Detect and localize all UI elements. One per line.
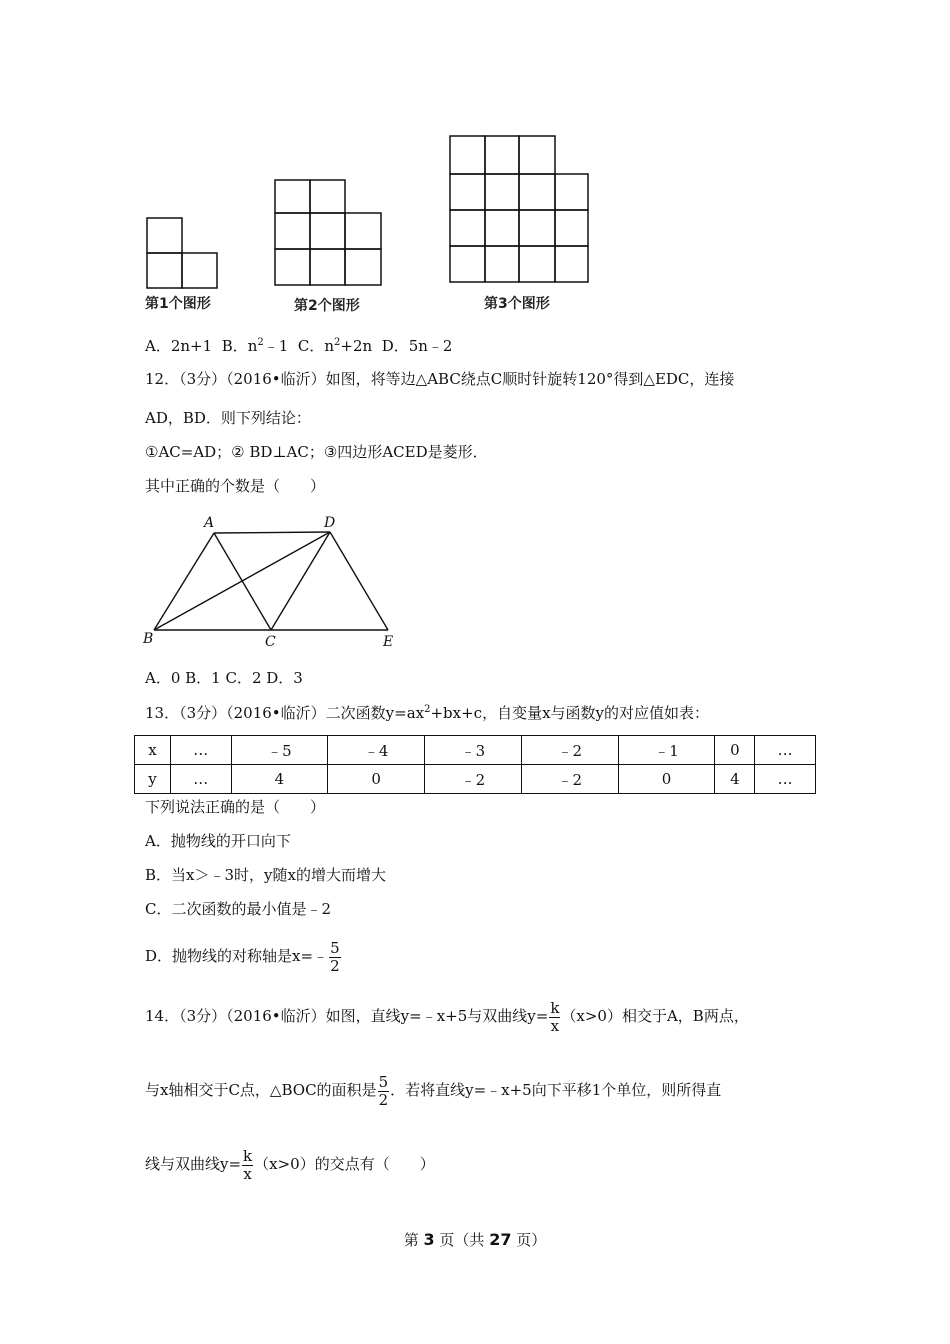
q14-line2: 与x轴相交于C点，△BOC的面积是 $\frac{5}{2}$ ．若将直线y=﹣x+5向下平移1个单位，则所得直 [145, 1072, 722, 1109]
point-label-e: E [383, 634, 394, 650]
figure-caption-2: 第2个图形 [294, 298, 360, 314]
q12-options: A．0 B．1 C．2 D．3 [145, 669, 303, 687]
q12-stem-line1: 12．（3分）（2016•临沂）如图，将等边△ABC绕点C顺时针旋转120°得到△EDC，连接 [145, 370, 735, 388]
point-label-b: B [143, 631, 154, 647]
table-cell: ﹣3 [425, 736, 522, 765]
q13-option-b: B．当x＞﹣3时，y随x的增大而增大 [145, 866, 386, 884]
table-cell: 0 [328, 765, 425, 794]
q13-option-c: C．二次函数的最小值是﹣2 [145, 900, 332, 918]
segment-de [330, 532, 388, 630]
table-cell: … [755, 765, 816, 794]
q12-stem-line2: AD，BD．则下列结论： [145, 409, 311, 427]
table-cell: ﹣4 [328, 736, 425, 765]
grid-figure-2 [275, 180, 381, 285]
table-cell: 0 [618, 765, 715, 794]
table-row-y [135, 765, 816, 794]
point-label-d: D [324, 515, 336, 531]
grid-figure-3 [450, 136, 588, 282]
q13-option-a: A．抛物线的开口向下 [145, 832, 291, 850]
table-cell: ﹣5 [231, 736, 328, 765]
q14-line1: 14．（3分）（2016•临沂）如图，直线y=﹣x+5与双曲线y= $\frac{k}{x}$ （x>0）相交于A，B两点， [145, 998, 749, 1035]
q12-question: 其中正确的个数是（ ） [145, 477, 326, 495]
segment-cd [271, 532, 330, 630]
table-row-x [135, 736, 816, 765]
q14-line3: 线与双曲线y= $\frac{k}{x}$ （x>0）的交点有（ ） [145, 1146, 435, 1183]
table-cell: 0 [715, 736, 755, 765]
segment-bd [154, 532, 330, 630]
grid-figure-1 [147, 218, 217, 288]
q12-geometry-figure [140, 510, 410, 655]
table-cell: 4 [715, 765, 755, 794]
point-label-a: A [204, 515, 215, 531]
q11-options: A．2n+1 B．$n^2﹣1$ C．$n^2+2n$ D．5n﹣2 [145, 337, 453, 355]
figure-caption-3: 第3个图形 [484, 296, 550, 312]
page-number: 3 [423, 1230, 435, 1249]
table-cell: … [170, 765, 231, 794]
q13-value-table [134, 735, 816, 794]
grid-figures [0, 0, 950, 320]
table-cell: 4 [231, 765, 328, 794]
q13-stem: 13．（3分）（2016•临沂）二次函数$y=ax^2+bx+c$，自变量x与函数y的对应值如表： [145, 704, 710, 722]
segment-ba [154, 533, 214, 630]
table-cell: ﹣2 [521, 736, 618, 765]
point-label-c: C [265, 634, 276, 650]
segment-ad [214, 532, 330, 533]
fraction: $\frac{k}{x}$ [550, 998, 560, 1035]
table-cell: y [135, 765, 171, 794]
fraction: $\frac{5}{2}$ [378, 1072, 389, 1109]
figure-caption-1: 第1个图形 [145, 296, 211, 312]
table-cell: … [755, 736, 816, 765]
table-cell: ﹣2 [521, 765, 618, 794]
q13-question: 下列说法正确的是（ ） [145, 798, 326, 816]
q12-conclusions: ①AC=AD；② BD⊥AC；③四边形ACED是菱形． [145, 443, 488, 461]
table-cell: … [170, 736, 231, 765]
fraction: $\frac{k}{x}$ [243, 1146, 253, 1183]
q13-option-d: D．抛物线的对称轴是x=﹣ $\frac{5}{2}$ [145, 938, 340, 975]
table-cell: ﹣1 [618, 736, 715, 765]
page-footer: 第 3 页（共 27 页） [403, 1230, 547, 1249]
table-cell: x [135, 736, 171, 765]
total-pages: 27 [489, 1230, 512, 1249]
table-cell: ﹣2 [425, 765, 522, 794]
fraction: $\frac{5}{2}$ [330, 938, 340, 975]
